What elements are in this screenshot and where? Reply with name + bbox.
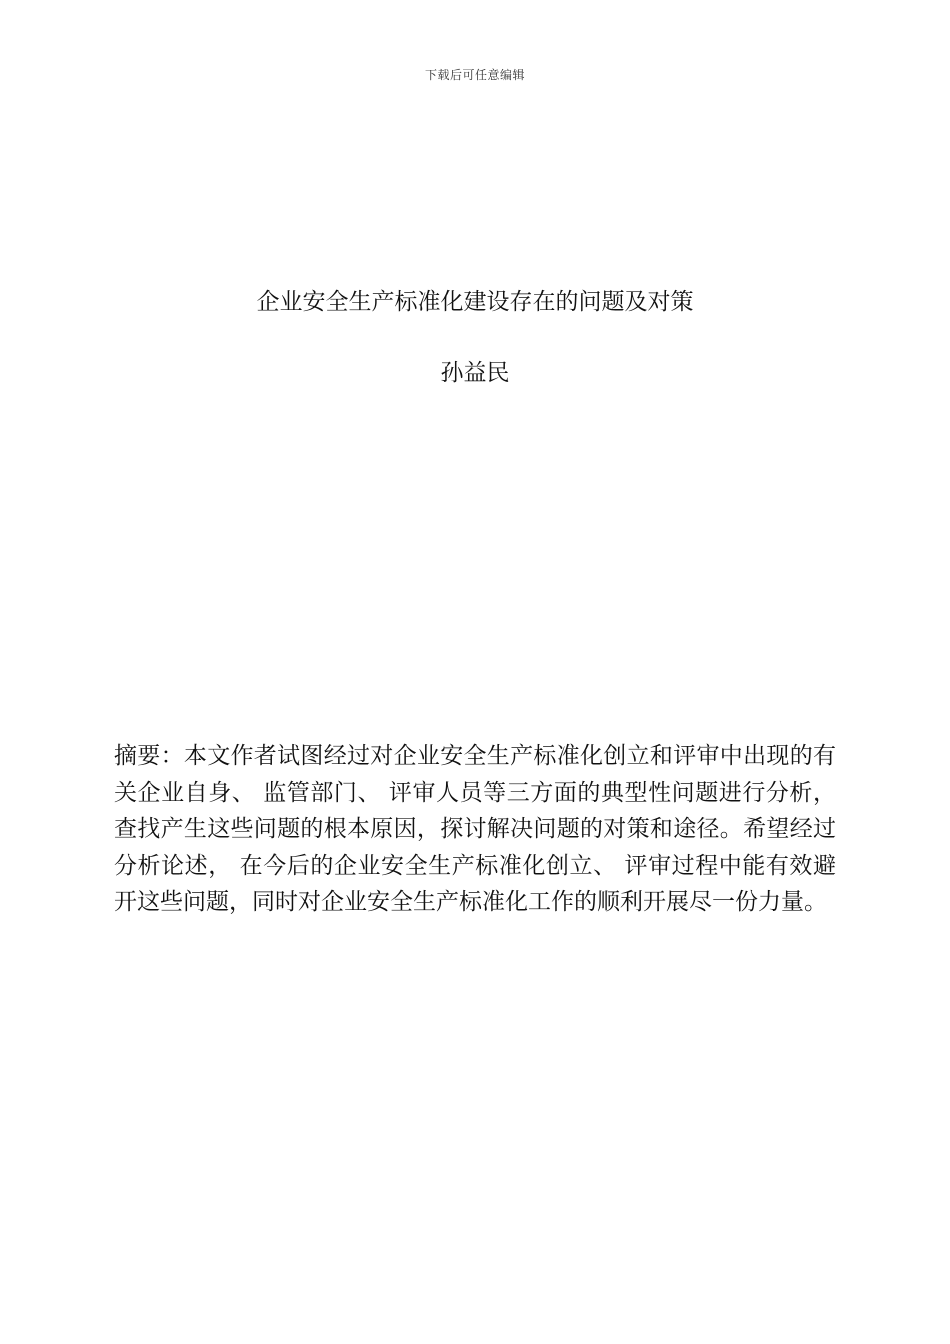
abstract-line: 关企业自身、 监管部门、 评审人员等三方面的典型性问题进行分析， [114,779,836,806]
abstract-line: 分析论述， 在今后的企业安全生产标准化创立、 评审过程中能有效避 [114,852,836,879]
page-header-note: 下载后可任意编辑 [424,68,525,82]
abstract-line: 查找产生这些问题的根本原因，探讨解决问题的对策和途径。希望经过 [114,816,836,842]
abstract-paragraph [114,738,836,921]
abstract-line: 开这些问题，同时对企业安全生产标准化工作的顺利开展尽一份力量。 [114,889,827,915]
document-author: 孙益民 [440,360,510,386]
abstract-line: 摘要：本文作者试图经过对企业安全生产标准化创立和评审中出现的有 [114,743,836,769]
document-title: 企业安全生产标准化建设存在的问题及对策 [256,289,694,315]
